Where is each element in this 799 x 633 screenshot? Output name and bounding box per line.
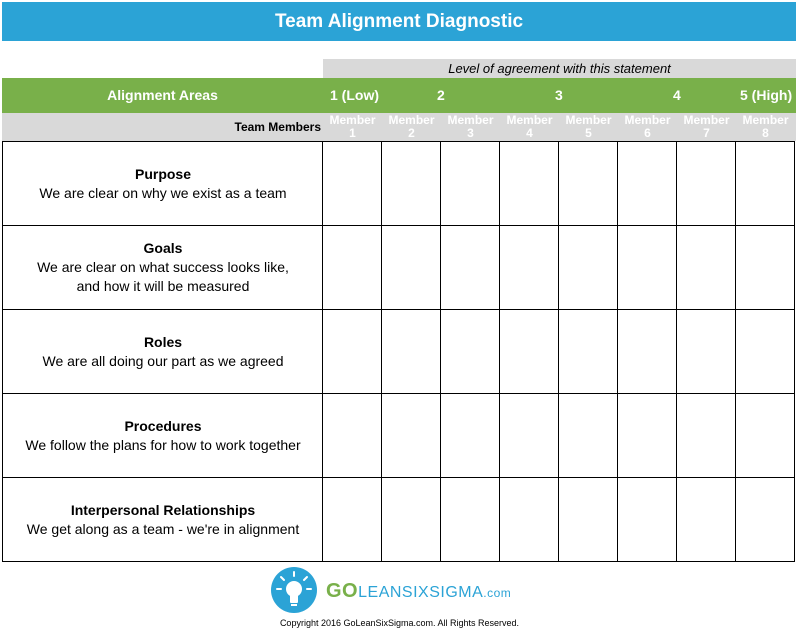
area-title: Roles — [143, 333, 183, 350]
brand-go: GO — [326, 580, 359, 602]
member-header-3 — [441, 113, 500, 141]
member-word: Member — [388, 113, 435, 127]
area-title: Goals — [143, 240, 183, 256]
score-cell[interactable] — [735, 141, 795, 226]
score-cell[interactable] — [440, 141, 500, 226]
alignment-area-roles — [2, 309, 323, 394]
score-cell[interactable] — [558, 393, 618, 478]
member-number: 6 — [644, 126, 651, 140]
score-cell[interactable] — [676, 225, 736, 310]
member-word: Member — [329, 113, 376, 127]
member-header-5 — [559, 113, 618, 141]
team-members-label: Team Members — [234, 120, 321, 134]
header-row — [2, 78, 796, 113]
score-cell[interactable] — [440, 477, 500, 562]
area-title: Interpersonal Relationships — [70, 501, 256, 518]
score-cell[interactable] — [322, 225, 382, 310]
member-number: 5 — [585, 126, 592, 140]
score-cell[interactable] — [440, 309, 500, 394]
member-number: 4 — [526, 126, 533, 140]
copyright-text: Copyright 2016 GoLeanSixSigma.com. All Rights Reserved. — [279, 618, 520, 628]
score-cell[interactable] — [322, 309, 382, 394]
score-cell[interactable] — [558, 225, 618, 310]
area-title: Purpose — [134, 165, 191, 182]
score-cell[interactable] — [381, 141, 441, 226]
member-header-8 — [736, 113, 795, 141]
score-cell[interactable] — [617, 477, 677, 562]
score-cell[interactable] — [322, 477, 382, 562]
member-number: 2 — [408, 126, 415, 140]
lightbulb-icon — [270, 566, 318, 614]
member-number: 3 — [467, 126, 474, 140]
brand-name — [326, 580, 511, 603]
area-description: We are all doing our part as we agreed — [42, 352, 284, 369]
member-number: 7 — [703, 126, 710, 140]
team-members-row — [2, 113, 796, 141]
page-title: Team Alignment Diagnostic — [2, 2, 796, 41]
score-cell[interactable] — [558, 141, 618, 226]
alignment-area-interpersonal-relationships — [2, 477, 323, 562]
member-number: 8 — [762, 126, 769, 140]
score-cell[interactable] — [735, 309, 795, 394]
score-cell[interactable] — [499, 309, 559, 394]
score-cell[interactable] — [735, 393, 795, 478]
score-cell[interactable] — [381, 225, 441, 310]
member-header-7 — [677, 113, 736, 141]
area-title: Procedures — [124, 417, 202, 434]
scale-label-2: 2 — [437, 87, 445, 103]
logo — [270, 566, 530, 614]
score-cell[interactable] — [676, 141, 736, 226]
score-cell[interactable] — [617, 309, 677, 394]
score-cell[interactable] — [558, 477, 618, 562]
member-word: Member — [742, 113, 789, 127]
score-cell[interactable] — [322, 141, 382, 226]
alignment-area-procedures — [2, 393, 323, 478]
member-word: Member — [565, 113, 612, 127]
score-cell[interactable] — [381, 393, 441, 478]
score-cell[interactable] — [499, 477, 559, 562]
score-cell[interactable] — [735, 225, 795, 310]
score-cell[interactable] — [440, 393, 500, 478]
alignment-area-purpose — [2, 141, 323, 226]
score-cell[interactable] — [499, 141, 559, 226]
member-header-6 — [618, 113, 677, 141]
alignment-areas-header: Alignment Areas — [107, 87, 218, 103]
scale-label-1: 1 (Low) — [330, 87, 379, 103]
member-header-2 — [382, 113, 441, 141]
scale-label-3: 3 — [555, 87, 563, 103]
area-description: We follow the plans for how to work together — [25, 436, 301, 453]
score-cell[interactable] — [440, 225, 500, 310]
score-cell[interactable] — [499, 225, 559, 310]
member-header-1 — [323, 113, 382, 141]
brand-rest: LEANSIXSIGMA — [358, 584, 484, 601]
score-cell[interactable] — [617, 141, 677, 226]
score-cell[interactable] — [381, 477, 441, 562]
scale-label-4: 4 — [673, 87, 681, 103]
score-cell[interactable] — [558, 309, 618, 394]
score-cell[interactable] — [322, 393, 382, 478]
member-number: 1 — [349, 126, 356, 140]
member-word: Member — [683, 113, 730, 127]
score-cell[interactable] — [617, 393, 677, 478]
score-cell[interactable] — [381, 309, 441, 394]
member-header-4 — [500, 113, 559, 141]
scale-caption: Level of agreement with this statement — [323, 59, 796, 78]
area-description: and how it will be measured — [76, 278, 250, 294]
score-cell[interactable] — [735, 477, 795, 562]
diagnostic-grid — [2, 141, 796, 566]
brand-com: .com — [483, 586, 512, 600]
member-word: Member — [447, 113, 494, 127]
score-cell[interactable] — [499, 393, 559, 478]
member-word: Member — [624, 113, 671, 127]
scale-label-5: 5 (High) — [740, 87, 793, 103]
score-cell[interactable] — [676, 393, 736, 478]
score-cell[interactable] — [676, 309, 736, 394]
alignment-area-goals — [2, 225, 323, 310]
member-word: Member — [506, 113, 553, 127]
area-description: We get along as a team - we're in alignment — [26, 520, 300, 537]
score-cell[interactable] — [617, 225, 677, 310]
score-cell[interactable] — [676, 477, 736, 562]
area-description: We are clear on what success looks like, — [37, 259, 289, 275]
area-description: We are clear on why we exist as a team — [39, 184, 287, 201]
